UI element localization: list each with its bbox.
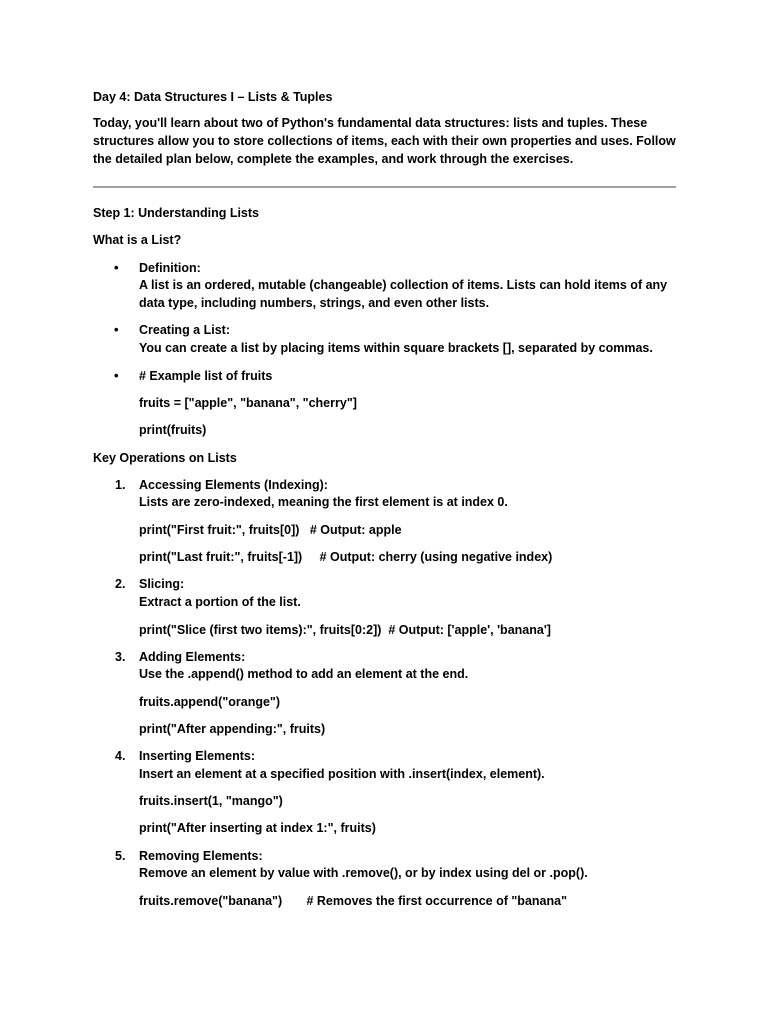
bullet-text: You can create a list by placing items within square brackets [], separated by commas.	[139, 341, 653, 355]
bullet-label: Definition:	[139, 261, 201, 275]
list-number: 3.	[115, 650, 126, 664]
operation-desc: Extract a portion of the list.	[139, 595, 301, 609]
list-number: 1.	[115, 478, 126, 492]
bullet-text: A list is an ordered, mutable (changeable) collection of items. Lists can hold items of any	[139, 278, 668, 292]
bullet-label: Creating a List:	[139, 323, 230, 337]
code-line: print("First fruit:", fruits[0]) # Output: apple	[139, 523, 402, 537]
bullet-label: # Example list of fruits	[139, 369, 273, 383]
operation-desc: Use the .append() method to add an element at the end.	[139, 667, 469, 681]
code-line: print("Slice (first two items):", fruits[0:2]) # Output: ['apple', 'banana']	[139, 623, 551, 637]
code-line: print(fruits)	[139, 423, 207, 437]
operation-label: Removing Elements:	[139, 849, 263, 863]
intro-line: structures allow you to store collections of items, each with their own properties and uses. Follow	[93, 134, 676, 148]
step1-heading: Step 1: Understanding Lists	[93, 206, 259, 220]
bullet-text: data type, including numbers, strings, and even other lists.	[139, 296, 490, 310]
what-is-list-heading: What is a List?	[93, 233, 182, 247]
operation-label: Accessing Elements (Indexing):	[139, 478, 328, 492]
operation-desc: Insert an element at a specified position with .insert(index, element).	[139, 767, 545, 781]
list-number: 5.	[115, 849, 126, 863]
code-line: print("After inserting at index 1:", fruits)	[139, 821, 376, 835]
operation-desc: Lists are zero-indexed, meaning the first element is at index 0.	[139, 495, 508, 509]
list-number: 4.	[115, 749, 126, 763]
code-line: fruits.remove("banana") # Removes the first occurrence of "banana"	[139, 894, 567, 908]
intro-line: the detailed plan below, complete the examples, and work through the exercises.	[93, 152, 574, 166]
list-number: 2.	[115, 577, 126, 591]
document-title: Day 4: Data Structures I – Lists & Tuples	[93, 90, 333, 104]
operation-desc: Remove an element by value with .remove(), or by index using del or .pop().	[139, 866, 588, 880]
intro-line: Today, you'll learn about two of Python's fundamental data structures: lists and tuples. These	[93, 116, 648, 130]
bullet-glyph: •	[114, 368, 119, 383]
operation-label: Slicing:	[139, 577, 185, 591]
code-line: print("After appending:", fruits)	[139, 722, 326, 736]
operation-label: Adding Elements:	[139, 650, 246, 664]
code-line: fruits = ["apple", "banana", "cherry"]	[139, 396, 357, 410]
bullet-glyph: •	[114, 260, 119, 275]
key-operations-heading: Key Operations on Lists	[93, 451, 237, 465]
bullet-glyph: •	[114, 322, 119, 337]
horizontal-divider	[93, 186, 676, 188]
code-line: print("Last fruit:", fruits[-1]) # Output: cherry (using negative index)	[139, 550, 553, 564]
code-line: fruits.append("orange")	[139, 695, 281, 709]
code-line: fruits.insert(1, "mango")	[139, 794, 283, 808]
operation-label: Inserting Elements:	[139, 749, 255, 763]
